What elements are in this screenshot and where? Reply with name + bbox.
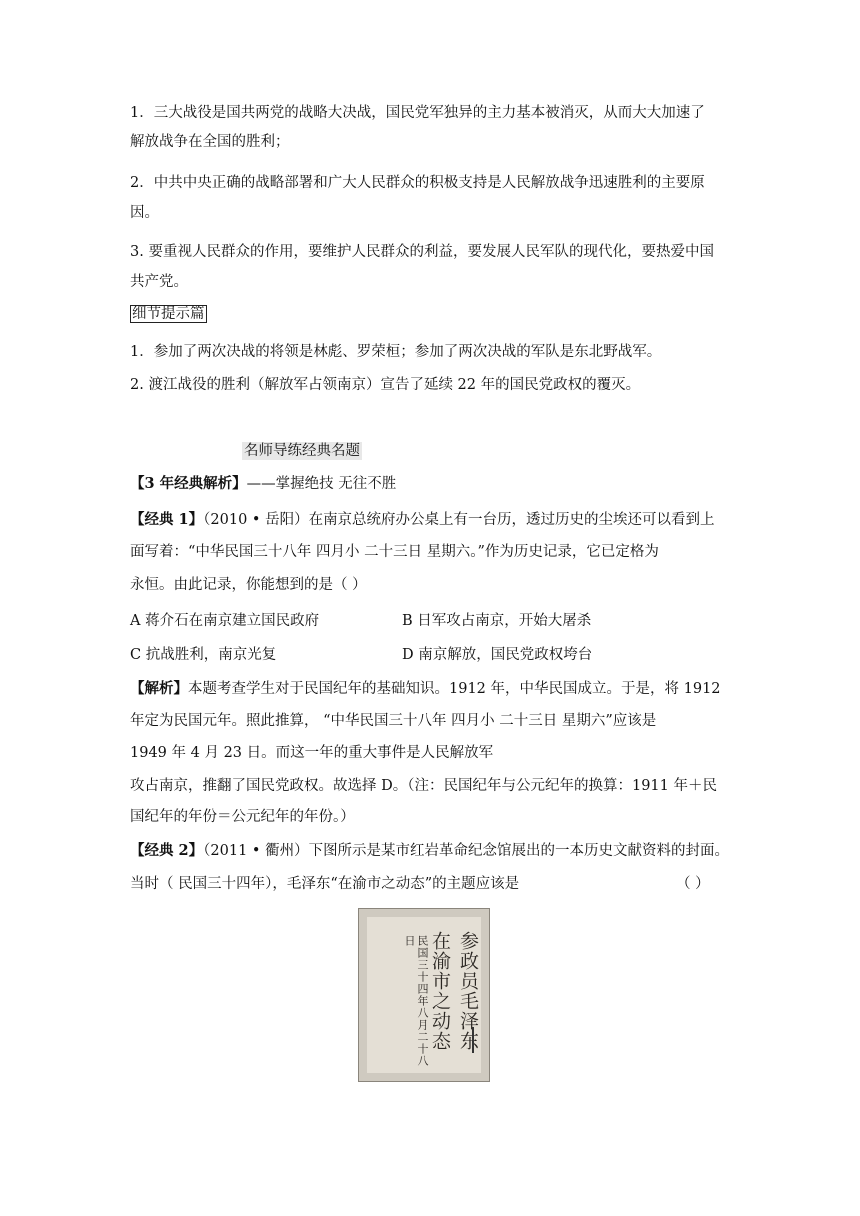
cover-date-column: 民国三十四年八月二十八日 (403, 935, 429, 1067)
detail-1: 1．参加了两次决战的将领是林彪、罗荣桓；参加了两次决战的军队是东北野战军。 (130, 344, 662, 360)
conclusion-2-line-1: 2．中共中央正确的战略部署和广大人民群众的积极支持是人民解放战争迅速胜利的主要原 (130, 175, 705, 191)
subtitle-text: ——掌握绝技 无往不胜 (246, 476, 397, 492)
q2-text-2: 当时（ 民国三十四年），毛泽东“在渝市之动态”的主题应该是 (130, 876, 520, 892)
conclusion-1-line-1: 1．三大战役是国共两党的战略大决战，国民党军独异的主力基本被消灭，从而大大加速了 (130, 105, 705, 121)
q1-line-3: 永恒。由此记录，你能想到的是（ ） (130, 577, 367, 593)
cover-title-column: 参政员毛泽东 (457, 931, 479, 1051)
cover-binding-mark (472, 1027, 477, 1053)
detail-heading-box: 细节提示篇 (132, 306, 205, 322)
conclusion-3-line-2: 共产党。 (130, 274, 188, 290)
q1-option-d: D 南京解放，国民党政权垮台 (402, 647, 593, 663)
detail-2: 2. 渡江战役的胜利（解放军占领南京）宣告了延续 22 年的国民党政权的覆灭。 (130, 377, 641, 393)
subtitle-bracket: 【3 年经典解析】 (130, 475, 247, 492)
analysis-line-5: 国纪年的年份＝公元纪年的年份。） (130, 809, 355, 825)
analysis-label: 【解析】 (130, 680, 188, 697)
subtitle (130, 474, 396, 494)
q1-option-a: A 蒋介石在南京建立国民政府 (130, 613, 320, 629)
q2-text-1: （2011 • 衢州）下图所示是某市红岩革命纪念馆展出的一本历史文献资料的封面。 (203, 843, 730, 859)
q1-text-1: （2010 • 岳阳）在南京总统府办公桌上有一台历，透过历史的尘埃还可以看到上 (203, 512, 715, 528)
analysis-line-1 (130, 679, 721, 699)
detail-heading (130, 304, 207, 324)
q2-answer-paren: （ ） (676, 876, 710, 892)
q1-line-1 (130, 510, 715, 530)
q2-line-1 (130, 841, 729, 861)
q2-label: 【经典 2】 (130, 842, 204, 859)
q1-option-b: B 日军攻占南京，开始大屠杀 (402, 613, 592, 629)
q1-label: 【经典 1】 (130, 511, 204, 528)
cover-subtitle-column: 在渝市之动态 (429, 931, 451, 1051)
analysis-text-1: 本题考查学生对于民国纪年的基础知识。1912 年，中华民国成立。于是，将 1912 (188, 681, 721, 697)
cover-paper (367, 917, 481, 1073)
conclusion-3-line-1: 3. 要重视人民群众的作用，要维护人民群众的利益，要发展人民军队的现代化，要热爱中国 (130, 244, 714, 260)
section-title-text: 名师导练经典名题 (244, 443, 360, 459)
conclusion-2-line-2: 因。 (130, 205, 159, 221)
analysis-line-4: 攻占南京，推翻了国民党政权。故选择 D。（注：民国纪年与公元纪年的换算：1911 年＋民 (130, 778, 717, 794)
conclusion-1-line-2: 解放战争在全国的胜利； (130, 134, 290, 150)
analysis-line-2: 年定为民国元年。照此推算， “中华民国三十八年 四月小 二十三日 星期六”应该是 (130, 713, 657, 729)
document-cover-photo (358, 908, 490, 1082)
q1-line-2: 面写着：“中华民国三十八年 四月小 二十三日 星期六。”作为历史记录，它已定格为 (130, 544, 659, 560)
section-title (242, 441, 362, 461)
analysis-line-3: 1949 年 4 月 23 日。而这一年的重大事件是人民解放军 (130, 745, 494, 761)
q1-option-c: C 抗战胜利，南京光复 (130, 647, 277, 663)
